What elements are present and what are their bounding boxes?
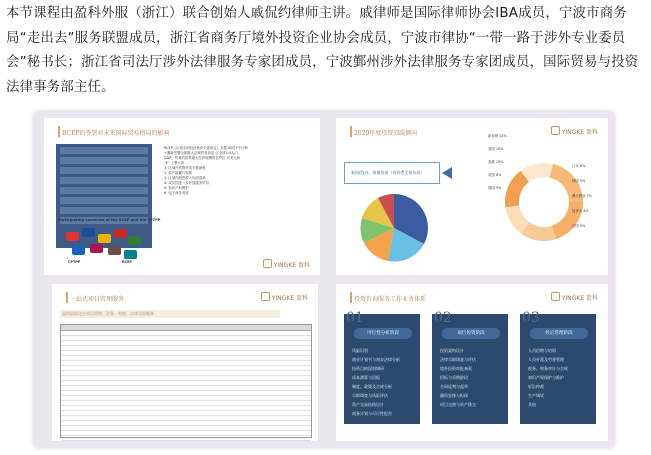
stage-item: 商业计划书与初步法律分析	[352, 357, 400, 362]
title-bar	[66, 292, 68, 303]
stage-title: 投后管理阶段	[530, 328, 588, 339]
stage-item: 投资目的国别调研	[352, 366, 384, 371]
yingke-logo: YINGKE 盈科	[551, 126, 598, 136]
flags-diagram	[62, 226, 148, 266]
rcep-points	[164, 146, 314, 196]
stage-item: 知识产权保护与维护	[528, 375, 564, 380]
yingke-logo-icon	[261, 292, 270, 301]
stage-item: 招标与采购阶段	[440, 375, 468, 380]
stage-item: 人员招聘与培训	[528, 348, 556, 353]
slide-title: 2020年度投资回暖倾向	[354, 130, 418, 137]
donut-label: 英国 8%	[488, 173, 502, 177]
yingke-logo-icon	[263, 259, 272, 268]
stage-item: 项目交割与资产移交	[440, 402, 476, 407]
yingke-logo-icon	[551, 126, 560, 135]
donut-label: 日本 6%	[572, 164, 586, 168]
donut-label: 德国 9%	[488, 186, 502, 190]
stage-number: 03	[522, 310, 540, 326]
title-bar	[58, 126, 60, 137]
stage-item: 资产交易结构设计	[352, 402, 384, 407]
list-item: 4. 成员国进一步开放服务贸易	[164, 181, 209, 185]
donut-label: 澳大利亚 7%	[572, 194, 593, 198]
project-table	[60, 324, 312, 438]
stage-item: 境外投资审批备案	[440, 366, 472, 371]
donut-label: 美国 10%	[488, 147, 504, 151]
stage-item: 商务计划与可行性报告	[352, 411, 392, 416]
stage-item: 合同谈判与起草	[440, 384, 468, 389]
list-item: +澳新签署全球最大区域贸易协定 占全球1/3人口、	[164, 151, 242, 155]
stage-item: 人员外派及劳务管理	[528, 357, 564, 362]
donut-label: 香港 15%	[488, 160, 504, 164]
slide-title: 一站式项目管理服务	[70, 296, 125, 303]
stage-number: 02	[434, 310, 452, 326]
map-caption: Participating countries of the RCEP and the CPTPP	[58, 218, 161, 222]
stage-item: 税务、财务审计与合规	[528, 366, 568, 371]
list-item: “E” 上整六条	[164, 161, 185, 165]
stage-item: 尽职调查与风险评估	[352, 393, 388, 398]
slide-title: RCEP的签署对未来国际贸易格局的影响	[62, 130, 170, 137]
arrow-icon	[442, 167, 452, 179]
donut-labels-right	[572, 164, 608, 239]
stage-card	[344, 310, 420, 424]
stage-item: 生产调试	[528, 393, 544, 398]
donut-label: 韩国 5%	[572, 179, 586, 183]
cptpp-label: CPTPP	[68, 260, 81, 264]
title-bar	[350, 126, 352, 137]
stage-item: 融资安排与担保	[440, 393, 468, 398]
stage-title: 项目投资阶段	[442, 328, 500, 339]
intro-paragraph: 本节课程由盈科外服（浙江）联合创始人戚侃约律师主讲。戚律师是国际律师协会IBA成员，宁波市商务局“走出去”服务联盟成员，浙江省商务厅境外投资企业协会成员，宁波市律协“一带一路于涉外专业委员会”秘书长；浙江省司法厅涉外法律服务专家团成员，宁波鄞州涉外法律服务专家团成员，国际贸易与投资法律事务部主任。	[6, 6, 639, 95]
slide-project-management	[52, 284, 318, 441]
stage-item: 制度、政策及合规分析	[352, 384, 392, 389]
yingke-logo: YINGKE 盈科	[261, 292, 308, 302]
list-item: 2. 原产地累计规则	[164, 171, 193, 175]
trend-box: 新国/趋向、绿地投资（投资者全球布局）	[344, 162, 440, 184]
stage-item: 风险识别	[352, 348, 368, 353]
donut-label: 加拿大 4%	[572, 209, 589, 213]
slide-service-system	[336, 284, 608, 441]
subtitle-bar: 盈科国际化在项目管理：法务、财税、法律全面服务	[60, 310, 280, 318]
stage-item: 投资架构设计	[440, 348, 464, 353]
yingke-logo-icon	[551, 292, 560, 301]
stage-title: 可行性分析阶段	[354, 328, 412, 339]
yingke-logo: YINGKE 盈科	[551, 292, 598, 302]
stage-card	[432, 310, 508, 424]
slide-investment-trend	[336, 118, 608, 275]
donut-labels-left	[488, 134, 528, 199]
list-item: 3. 区域内投资准入负面清单	[164, 176, 206, 180]
stage-item: 成本测算与回报	[352, 375, 380, 380]
list-item: GDP、贸易的世界最大经济规模的自贸区 对美元和	[164, 156, 241, 160]
stage-card	[520, 310, 596, 424]
pie-chart	[346, 188, 450, 268]
donut-label: 法国 5%	[572, 224, 586, 228]
list-item: 1. 区域内货物贸易关税减免	[164, 166, 206, 170]
stage-item: 诉讼仲裁	[528, 384, 544, 389]
stage-item: 法律尽职调查与评估	[440, 357, 476, 362]
list-item: RCEP《区域全面经济伙伴关系协定》东盟10国+中日韩	[164, 146, 248, 150]
slide-rcep	[44, 118, 320, 275]
yingke-logo: YINGKE 盈科	[263, 259, 310, 269]
list-item: 6. 电子商务发展	[164, 191, 189, 195]
stage-number: 01	[346, 310, 364, 326]
title-bar	[350, 292, 352, 303]
donut-label: 新加坡 12%	[488, 134, 507, 138]
list-item: 5. 知识产权保护	[164, 186, 189, 190]
rcep-label: RCEP	[122, 260, 132, 264]
slide-title: 投资咨询服务工作业务体系	[354, 296, 427, 303]
stage-item: 其他	[528, 402, 536, 407]
